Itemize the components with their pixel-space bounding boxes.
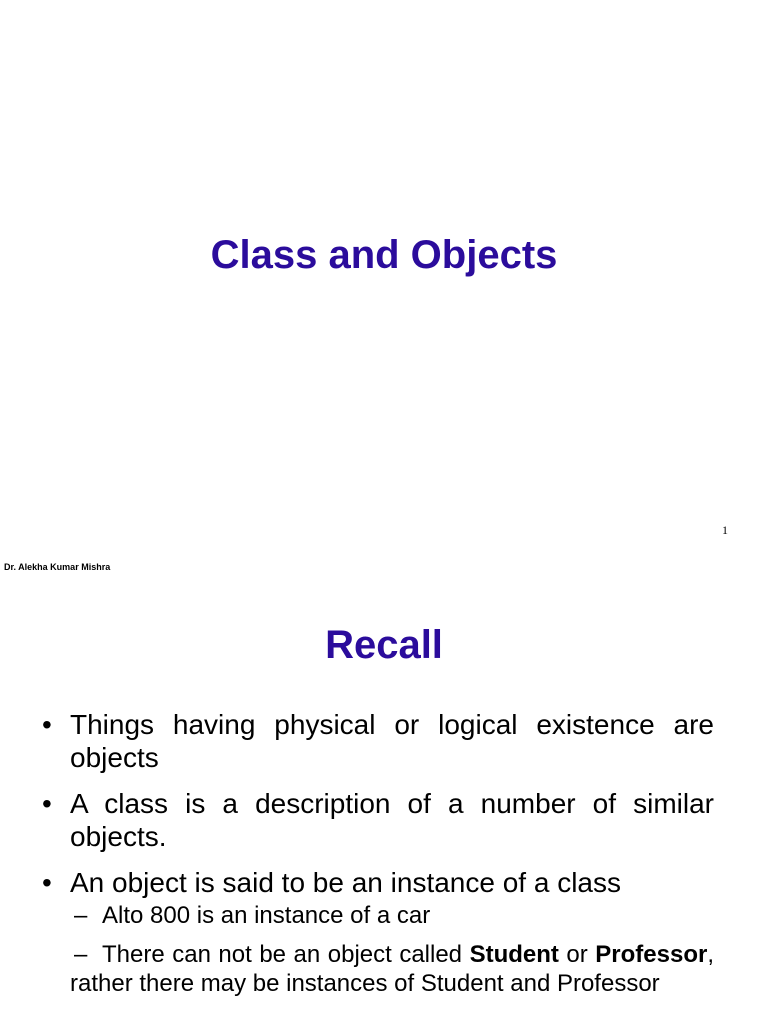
bullet-icon: • <box>42 788 52 819</box>
bullet-text: An object is said to be an instance of a class <box>70 867 621 898</box>
sub-bullet-item <box>70 940 714 998</box>
bullet-item <box>40 866 714 998</box>
bullet-text: Things having physical or logical existence are objects <box>70 709 714 773</box>
sub-bullet-text: , rather there may be instances of Student and Professor <box>70 941 714 997</box>
bullet-item <box>40 708 714 774</box>
page-number: 1 <box>722 523 728 537</box>
bullet-text: A class is a description of a number of similar objects. <box>70 788 714 852</box>
sub-bullet-list <box>70 901 714 998</box>
dash-icon: – <box>74 902 88 929</box>
sub-bullet-item <box>70 901 714 930</box>
bullet-icon: • <box>42 867 52 898</box>
bold-term: Student <box>469 941 559 968</box>
sub-bullet-text: There can not be an object called <box>102 941 470 968</box>
dash-icon: – <box>74 941 88 968</box>
bullet-item <box>40 787 714 853</box>
slide-2 <box>0 576 768 1024</box>
sub-bullet-text: Alto 800 is an instance of a car <box>102 902 431 929</box>
sub-bullet-text: or <box>558 941 596 968</box>
author-footer: Dr. Alekha Kumar Mishra <box>4 562 111 572</box>
slide-title: Class and Objects <box>210 233 558 277</box>
bullet-icon: • <box>42 709 52 740</box>
slide-title: Recall <box>325 623 443 667</box>
bullet-list <box>40 708 714 1011</box>
bold-term: Professor <box>595 941 708 968</box>
